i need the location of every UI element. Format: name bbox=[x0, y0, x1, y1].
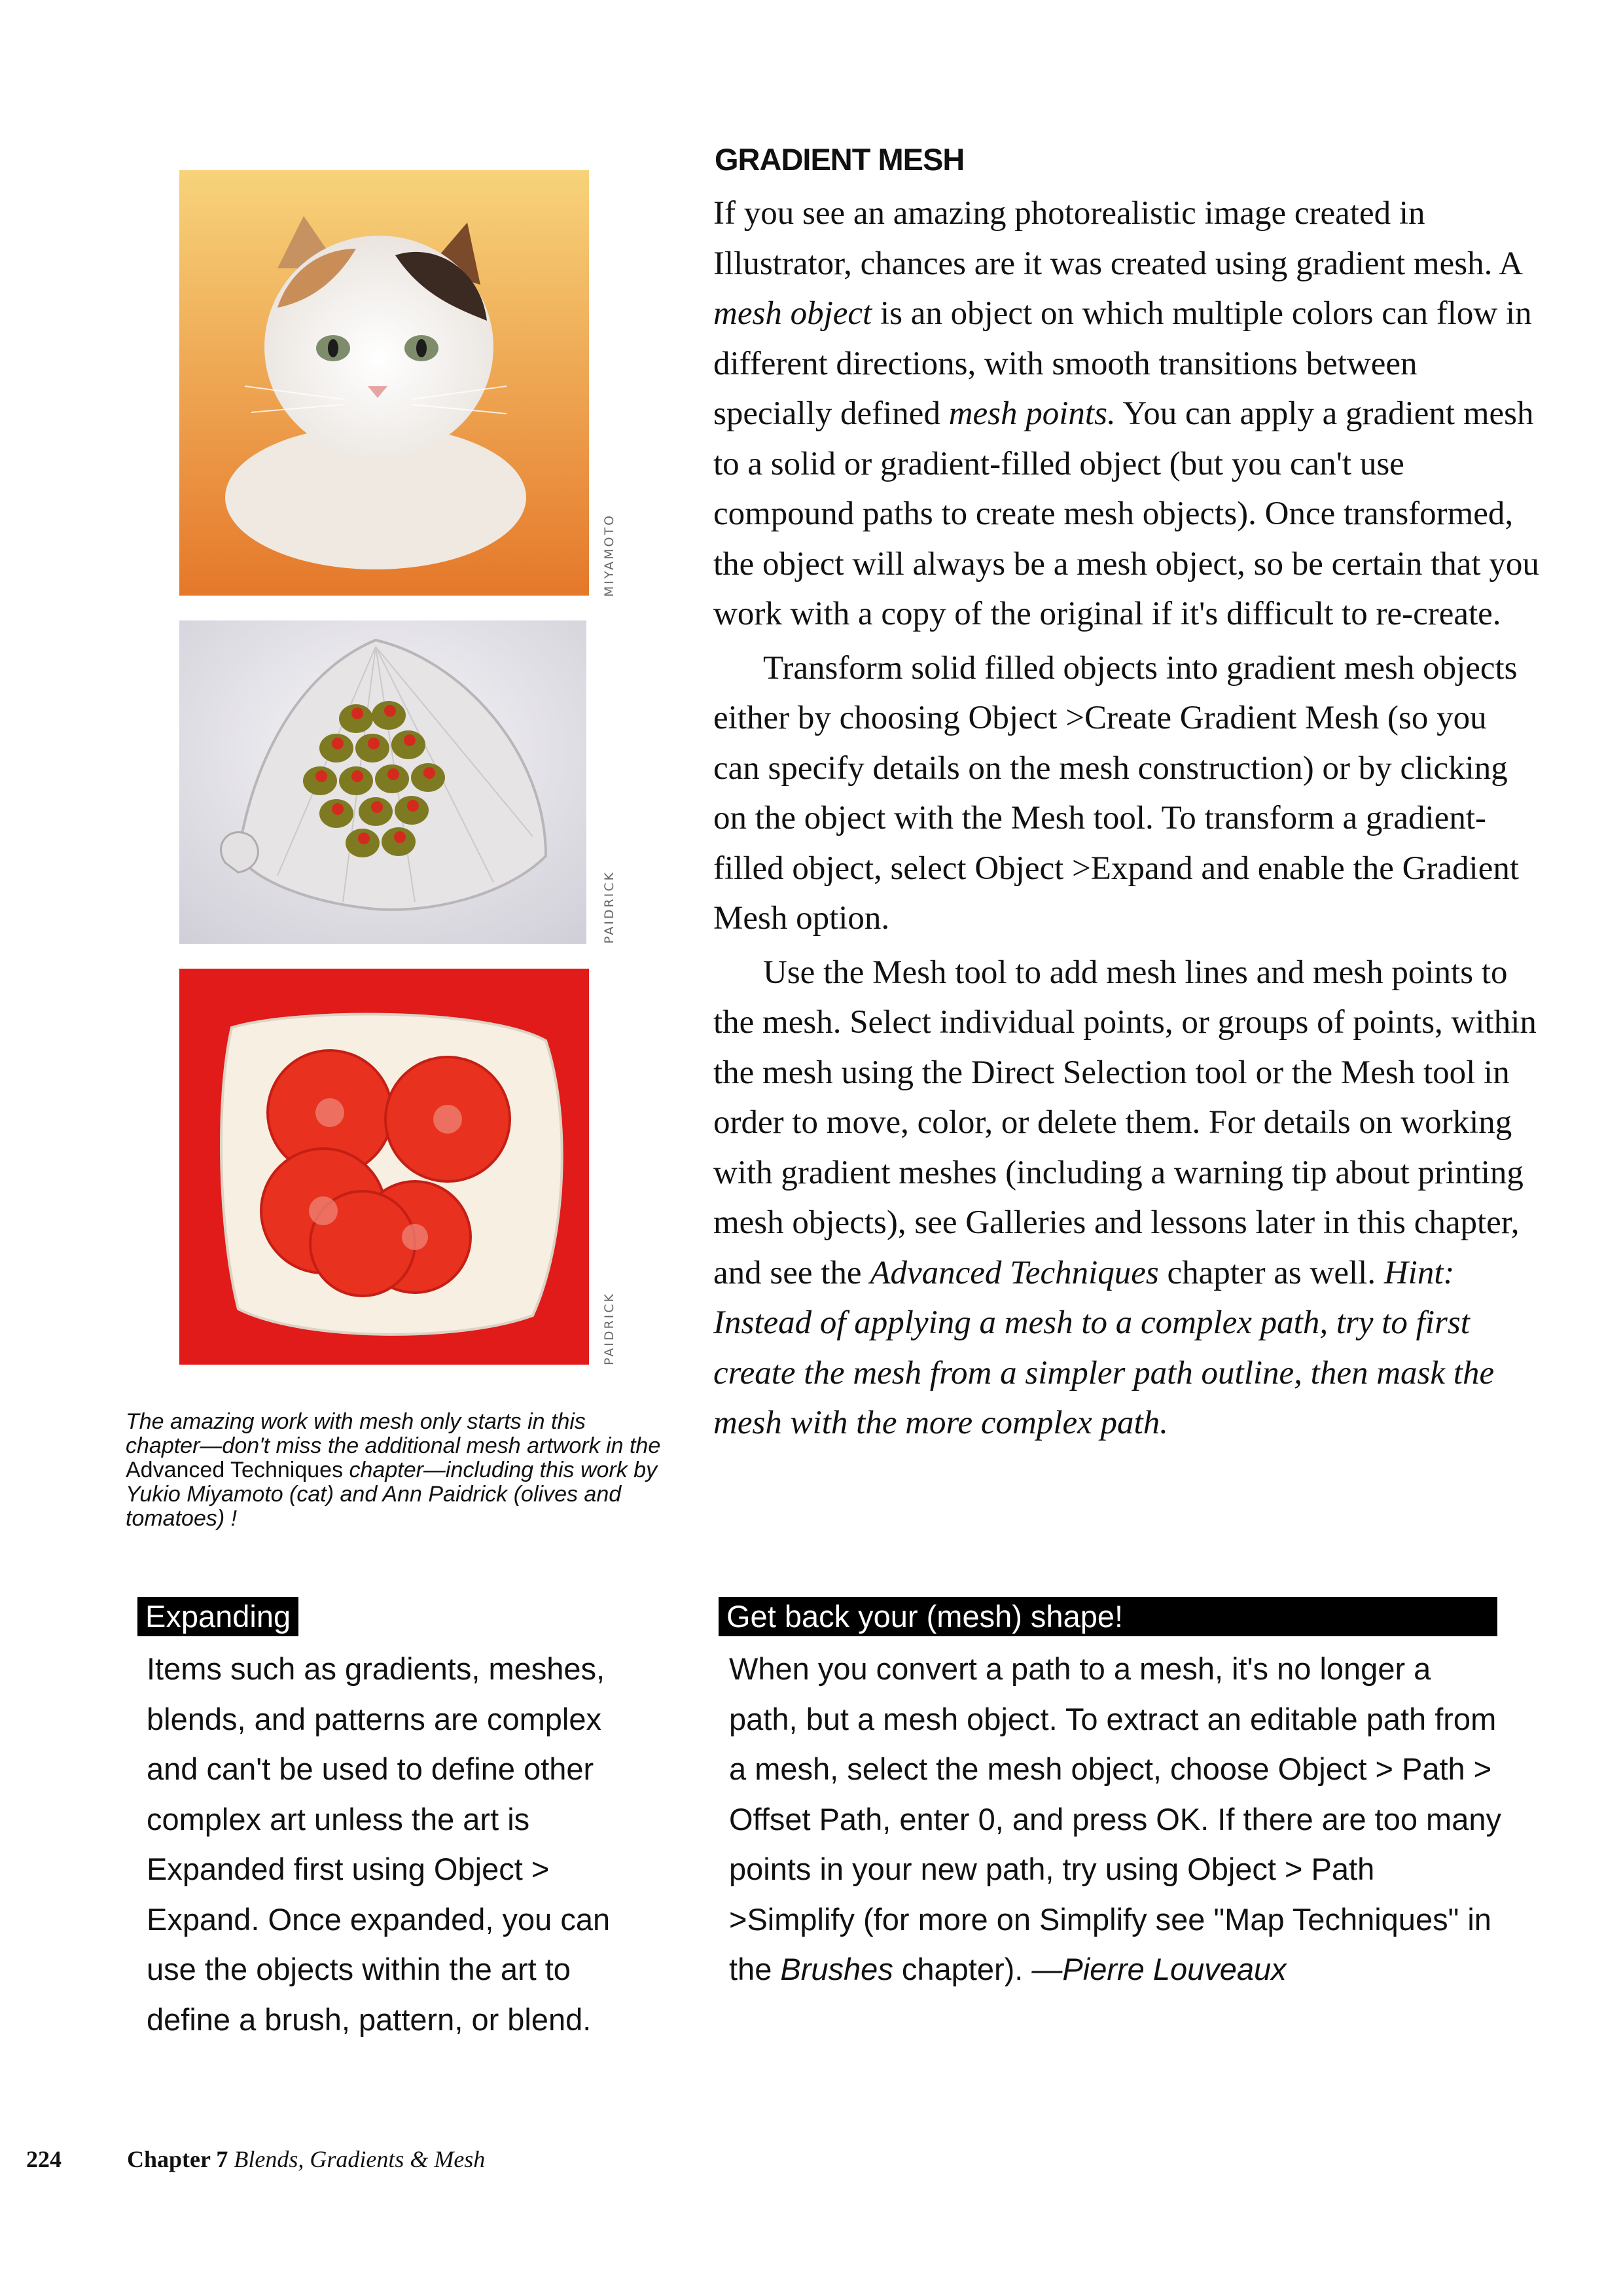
page-footer bbox=[26, 2145, 485, 2173]
p1-text-c: is an object on which multiple colors can flow in different directions, with smooth transitions between specially defined bbox=[713, 295, 1532, 432]
photo-caption bbox=[126, 1410, 662, 1531]
main-body bbox=[713, 188, 1541, 1448]
chapter-title: Blends, Gradients & Mesh bbox=[234, 2146, 486, 2172]
p3-book-title: Advanced Techniques bbox=[870, 1254, 1159, 1291]
tip-shape-book-title: Brushes bbox=[780, 1952, 893, 1986]
p3-text-c: chapter as well. bbox=[1158, 1254, 1384, 1291]
cat-photo-credit: MIYAMOTO bbox=[602, 513, 616, 597]
p3-text-a: Use the Mesh tool to add mesh lines and mesh points to the mesh. Select individual points, or groups of points, within the mesh using the Direct Selection tool or the Mesh tool in order to move, color, or delete them. For details on working with gradient meshes (including a warning tip about printing mesh objects), see Galleries and lessons later in this chapter, and see the bbox=[713, 954, 1537, 1291]
tip-shape-body bbox=[729, 1644, 1501, 1995]
page-number: 224 bbox=[26, 2146, 62, 2172]
tip-expanding-text: Items such as gradients, meshes, blends, and patterns are complex and can't be used to define other complex art unless the art is Expanded first using Object > Expand. Once expanded, you can use the objects within the art to define a brush, pattern, or blend. bbox=[147, 1651, 611, 2037]
p1-term-mesh-object: mesh object bbox=[713, 295, 872, 332]
p1-term-mesh-points: mesh points. bbox=[948, 395, 1116, 432]
p1-text-e: You can apply a gradient mesh to a solid or gradient-filled object (but you can't use compound paths to create mesh objects). Once transformed, the object will always be a mesh object, so be certain that you work with a copy of the original if it's difficult to re-create. bbox=[713, 395, 1539, 632]
paragraph-1 bbox=[713, 188, 1541, 639]
cat-photo bbox=[179, 170, 589, 596]
cat-illustration bbox=[179, 170, 589, 596]
tip-shape-author: —Pierre Louveaux bbox=[1031, 1952, 1287, 1986]
caption-text-2: chapter—including this work by Yukio Miyamoto (cat) and Ann Paidrick (olives and tomatoes) ! bbox=[126, 1458, 658, 1531]
tip-shape-title: Get back your (mesh) shape! bbox=[719, 1597, 1497, 1636]
chapter-label: Chapter 7 bbox=[127, 2146, 228, 2172]
olives-illustration bbox=[179, 620, 586, 944]
section-heading: GRADIENT MESH bbox=[715, 142, 965, 177]
tip-shape-text-a: When you convert a path to a mesh, it's no longer a path, but a mesh object. To extract an editable path from a mesh, select the mesh object, choose Object > Path > Offset Path, enter 0, and press OK. If there are too many points in your new path, try using Object > Path >Simplify (for more on Simplify see "Map Techniques" in the bbox=[729, 1651, 1501, 1986]
caption-text-1: The amazing work with mesh only starts in this chapter—don't miss the additional mesh artwork in the bbox=[126, 1409, 661, 1458]
paragraph-3 bbox=[713, 948, 1541, 1448]
tomatoes-photo bbox=[179, 969, 589, 1365]
tip-shape-text bbox=[729, 1644, 1501, 1995]
tip-shape-text-c: chapter). bbox=[893, 1952, 1032, 1986]
paragraph-2: Transform solid filled objects into gradient mesh objects either by choosing Object >Create Gradient Mesh (so you can specify details on the mesh construction) or by clicking on the object with the Mesh tool. To transform a gradient-filled object, select Object >Expand and enable the Gradient Mesh option. bbox=[713, 649, 1520, 937]
tip-expanding-title: Expanding bbox=[137, 1597, 298, 1636]
tomatoes-illustration bbox=[179, 969, 589, 1365]
p3-hint: Hint: Instead of applying a mesh to a complex path, try to first create the mesh from a simpler path outline, then mask the mesh with the more complex path. bbox=[713, 1254, 1495, 1441]
olives-photo-credit: PAIDRICK bbox=[602, 870, 616, 944]
caption-book-title: Advanced Techniques bbox=[126, 1458, 344, 1482]
tomatoes-photo-credit: PAIDRICK bbox=[602, 1291, 616, 1365]
p1-text-a: If you see an amazing photorealistic image created in Illustrator, chances are it was created using gradient mesh. A bbox=[713, 195, 1522, 282]
olives-photo bbox=[179, 620, 586, 944]
tip-expanding-body bbox=[147, 1644, 618, 2045]
